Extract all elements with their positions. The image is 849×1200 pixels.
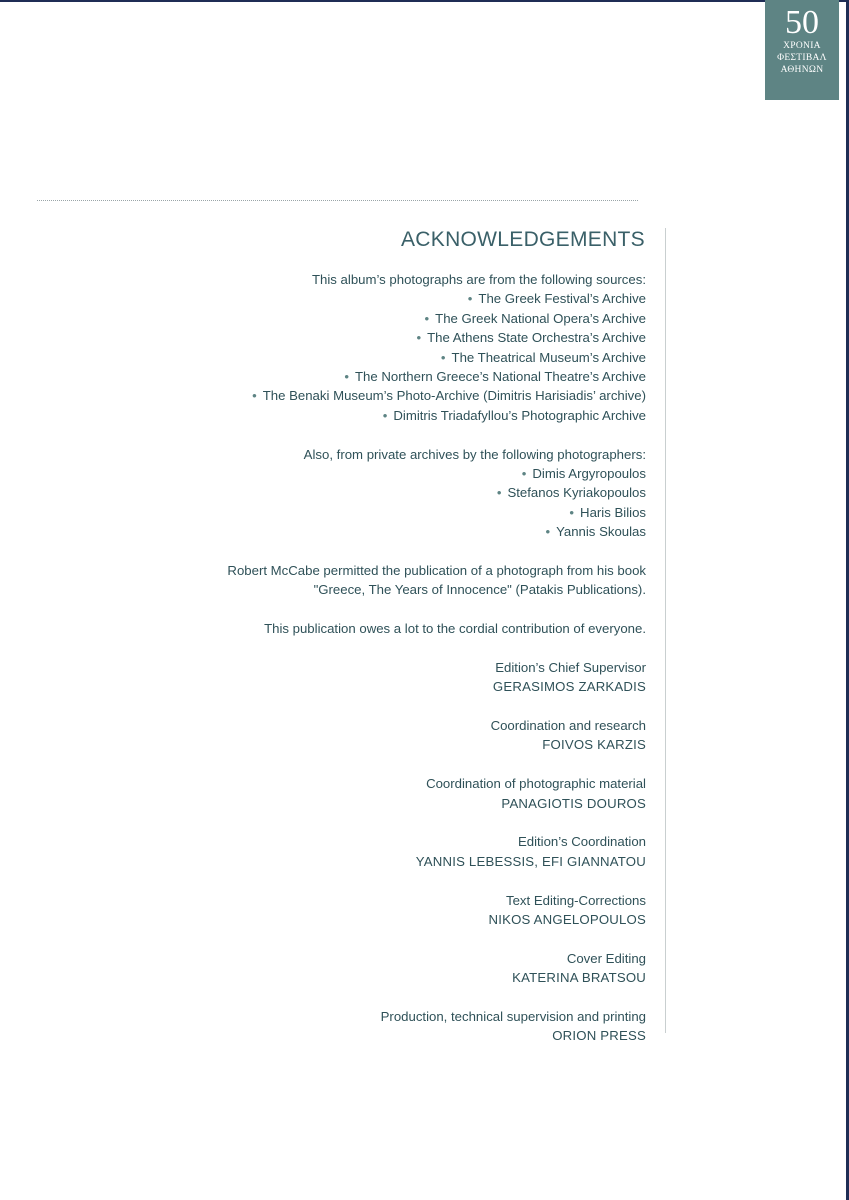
credit-name: PANAGIOTIS DOUROS	[501, 795, 646, 811]
bullet-icon: •	[521, 465, 527, 481]
bullet-icon: •	[569, 504, 575, 520]
credit-name: NIKOS ANGELOPOULOS	[488, 911, 646, 927]
photographer-item: • Haris Bilios	[569, 504, 646, 520]
bullet-icon: •	[467, 291, 473, 307]
photo-source-item: • The Northern Greece’s National Theatre’s Archive	[344, 368, 646, 384]
badge-number: 50	[785, 4, 819, 41]
photo-source-item: • The Greek National Opera’s Archive	[424, 310, 646, 326]
photographer-item: • Stefanos Kyriakopoulos	[496, 485, 646, 501]
credit-role: Text Editing-Corrections	[506, 892, 646, 908]
bullet-icon: •	[440, 349, 446, 365]
photo-source-item: • The Theatrical Museum’s Archive	[440, 349, 646, 365]
credit-name: KATERINA BRATSOU	[512, 970, 646, 986]
credit-name: YANNIS LEBESSIS, EFI GIANNATOU	[415, 853, 646, 869]
photo-source-item: • The Athens State Orchestra’s Archive	[416, 330, 646, 346]
credit-name: FOIVOS KARZIS	[542, 737, 646, 753]
bullet-icon: •	[344, 368, 349, 384]
photographer-item: • Yannis Skoulas	[545, 524, 646, 540]
vertical-divider	[665, 228, 666, 1033]
bullet-icon: •	[424, 310, 430, 326]
credit-role: Edition’s Chief Supervisor	[495, 659, 646, 675]
credit-name: GERASIMOS ZARKADIS	[492, 679, 646, 695]
photo-source-item: • The Benaki Museum’s Photo-Archive (Dimitris Harisiadis’ archive)	[252, 388, 646, 404]
page-title: ACKNOWLEDGEMENTS	[401, 228, 645, 251]
dotted-divider	[37, 200, 638, 201]
bullet-icon: •	[252, 388, 257, 404]
bullet-icon: •	[496, 485, 502, 501]
mccabe-note-line-2: "Greece, The Years of Innocence" (Patakis Publications).	[313, 582, 646, 598]
credit-role: Cover Editing	[566, 950, 646, 966]
mccabe-note-line-1: Robert McCabe permitted the publication of a photograph from his book	[227, 562, 646, 578]
thanks-note: This publication owes a lot to the cordial contribution of everyone.	[264, 621, 646, 637]
credit-role: Edition’s Coordination	[517, 834, 646, 850]
credit-role: Coordination of photographic material	[426, 776, 646, 792]
bullet-icon: •	[545, 524, 551, 540]
photo-sources-intro: This album’s photographs are from the following sources:	[311, 272, 646, 287]
badge-line-1: ΧΡΟΝΙΑ	[783, 41, 821, 51]
anniversary-badge	[765, 0, 839, 100]
badge-line-2: ΦΕΣΤΙΒΑΛ	[777, 53, 827, 63]
credit-name: ORION PRESS	[552, 1028, 646, 1044]
bullet-icon: •	[382, 407, 388, 423]
private-archives-intro: Also, from private archives by the following photographers:	[303, 446, 646, 462]
page-edge-top	[0, 0, 849, 2]
credit-role: Coordination and research	[490, 717, 646, 733]
bullet-icon: •	[416, 330, 422, 346]
credit-role: Production, technical supervision and printing	[380, 1008, 646, 1024]
badge-line-3: ΑΘΗΝΩΝ	[780, 65, 824, 75]
photo-source-item: • The Greek Festival’s Archive	[467, 291, 646, 307]
acknowledgements-body	[86, 270, 646, 1046]
photo-source-item: • Dimitris Triadafyllou’s Photographic Archive	[382, 407, 646, 423]
photographer-item: • Dimis Argyropoulos	[521, 465, 646, 481]
